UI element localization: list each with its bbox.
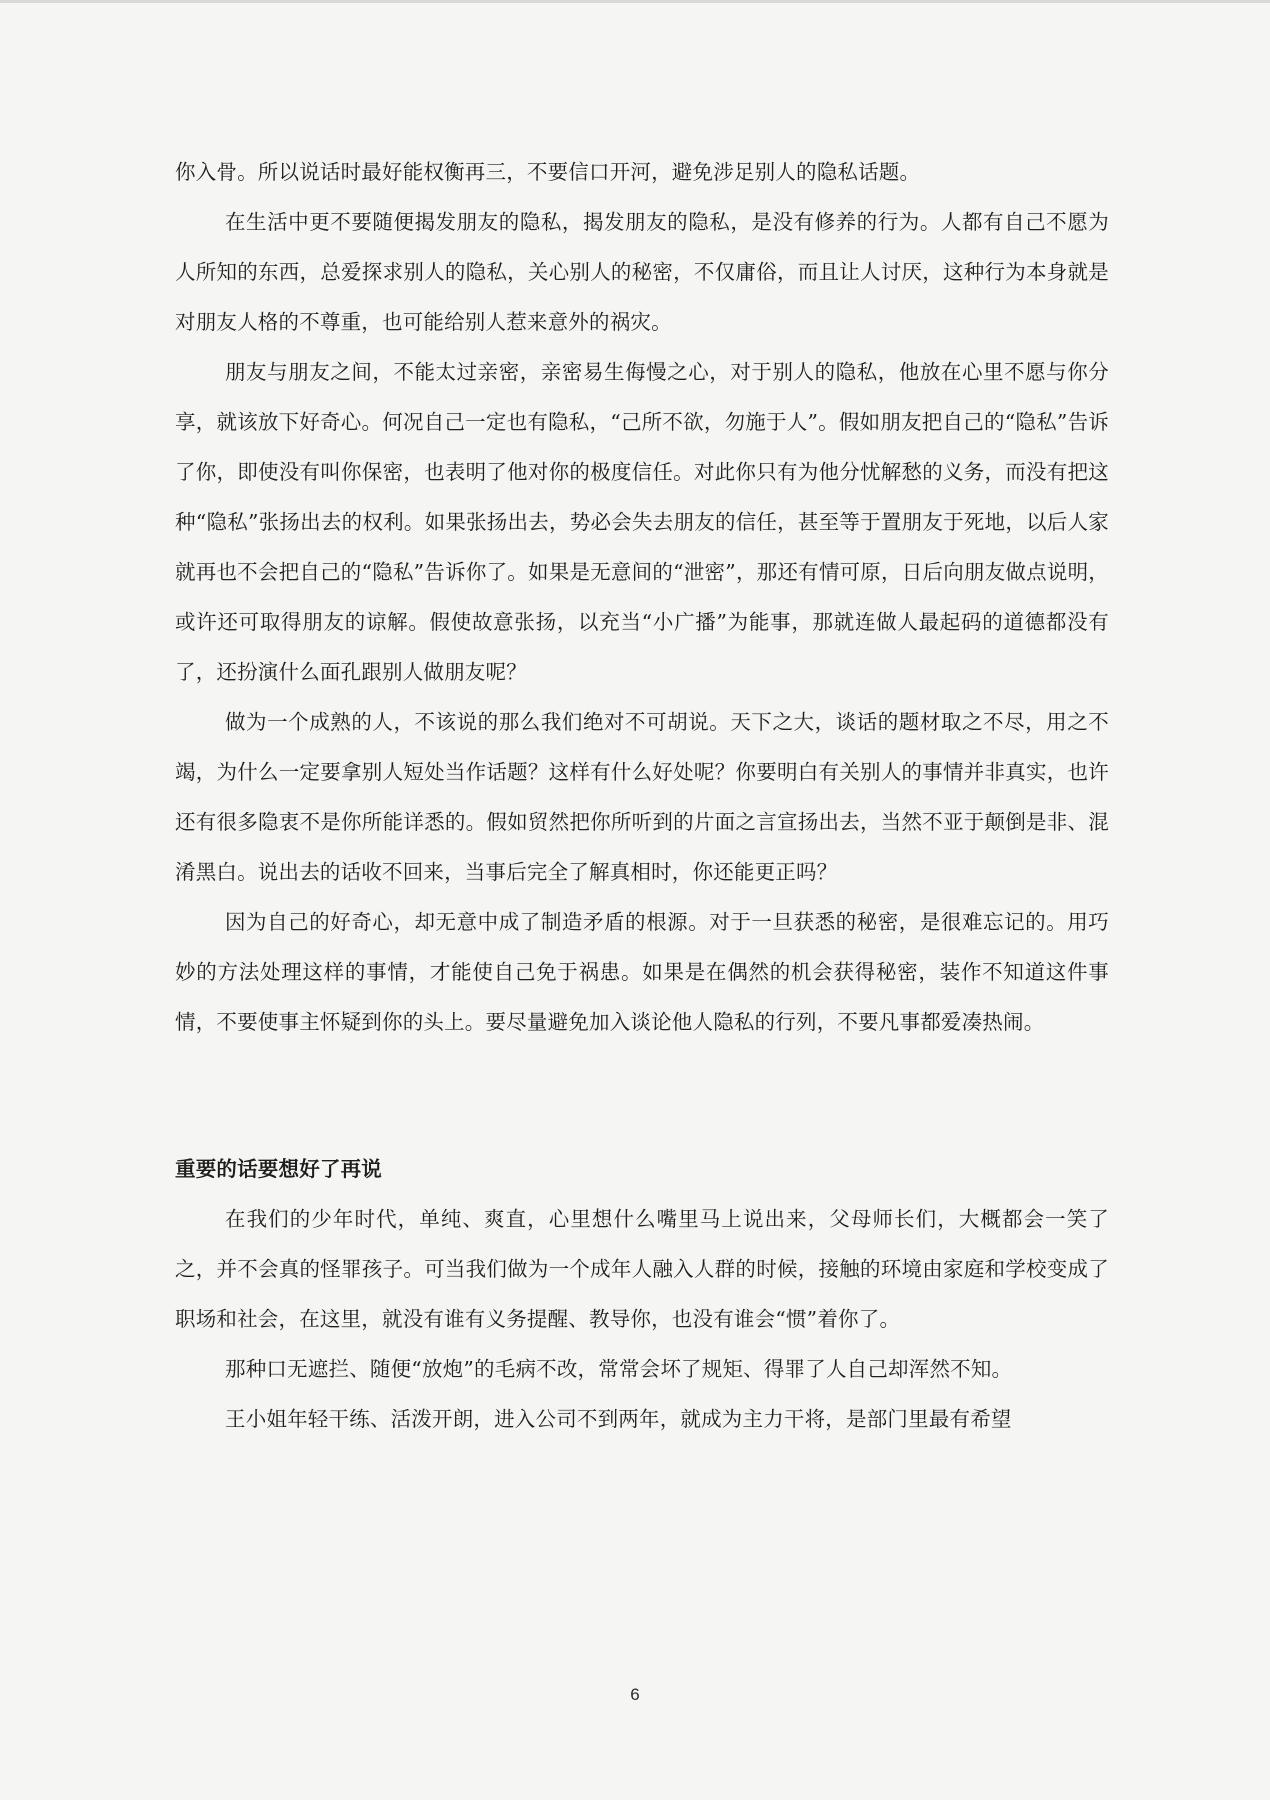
paragraph-curiosity: 因为自己的好奇心，却无意中成了制造矛盾的根源。对于一旦获悉的秘密，是很难忘记的。用巧妙的方法处理这样的事情，才能使自己免于祸患。如果是在偶然的机会获得秘密，装作不知道这件事情，不要使事主怀疑到你的头上。要尽量避免加入谈论他人隐私的行列，不要凡事都爱凑热闹。 (175, 910, 1109, 1034)
scan-top-edge (0, 0, 1270, 3)
paragraph-privacy-respect: 在生活中更不要随便揭发朋友的隐私，揭发朋友的隐私，是没有修养的行为。人都有自己不愿为人所知的东西，总爱探求别人的隐私，关心别人的秘密，不仅庸俗，而且让人讨厌，这种行为本身就是对朋友人格的不尊重，也可能给别人惹来意外的祸灾。 (175, 210, 1109, 334)
paragraph-friendship-privacy: 朋友与朋友之间，不能太过亲密，亲密易生侮慢之心，对于别人的隐私，他放在心里不愿与你分享，就该放下好奇心。何况自己一定也有隐私，“己所不欲，勿施于人”。假如朋友把自己的“隐私”告诉了你，即使没有叫你保密，也表明了他对你的极度信任。对此你只有为他分忧解愁的义务，而没有把这种“隐私”张扬出去的权利。如果张扬出去，势必会失去朋友的信任，甚至等于置朋友于死地，以后人家就再也不会把自己的“隐私”告诉你了。如果是无意间的“泄密”，那还有情可原，日后向朋友做点说明，或许还可取得朋友的谅解。假使故意张扬，以充当“小广播”为能事，那就连做人最起码的道德都没有了，还扮演什么面孔跟别人做朋友呢？ (175, 360, 1109, 684)
paragraph-continued: 你入骨。所以说话时最好能权衡再三，不要信口开河，避免涉足别人的隐私话题。 (175, 160, 921, 184)
page-number: 6 (630, 1685, 640, 1704)
paragraph-mature-person: 做为一个成熟的人，不该说的那么我们绝对不可胡说。天下之大，谈话的题材取之不尽，用之不竭，为什么一定要拿别人短处当作话题？这样有什么好处呢？你要明白有关别人的事情并非真实，也许还有很多隐衷不是你所能详悉的。假如贸然把你所听到的片面之言宣扬出去，当然不亚于颠倒是非、混淆黑白。说出去的话收不回来，当事后完全了解真相时，你还能更正吗？ (175, 710, 1109, 884)
section-spacer (175, 1047, 1109, 1144)
document-body (175, 147, 1109, 1444)
paragraph-ms-wang: 王小姐年轻干练、活泼开朗，进入公司不到两年，就成为主力干将，是部门里最有希望 (225, 1407, 1012, 1431)
section-heading: 重要的话要想好了再说 (175, 1157, 382, 1181)
paragraph-careless-speech: 那种口无遮拦、随便“放炮”的毛病不改，常常会坏了规矩、得罪了人自己却浑然不知。 (225, 1357, 1013, 1381)
paragraph-youth: 在我们的少年时代，单纯、爽直，心里想什么嘴里马上说出来，父母师长们，大概都会一笑了之，并不会真的怪罪孩子。可当我们做为一个成年人融入人群的时候，接触的环境由家庭和学校变成了职场和社会，在这里，就没有谁有义务提醒、教导你，也没有谁会“惯”着你了。 (175, 1207, 1109, 1331)
